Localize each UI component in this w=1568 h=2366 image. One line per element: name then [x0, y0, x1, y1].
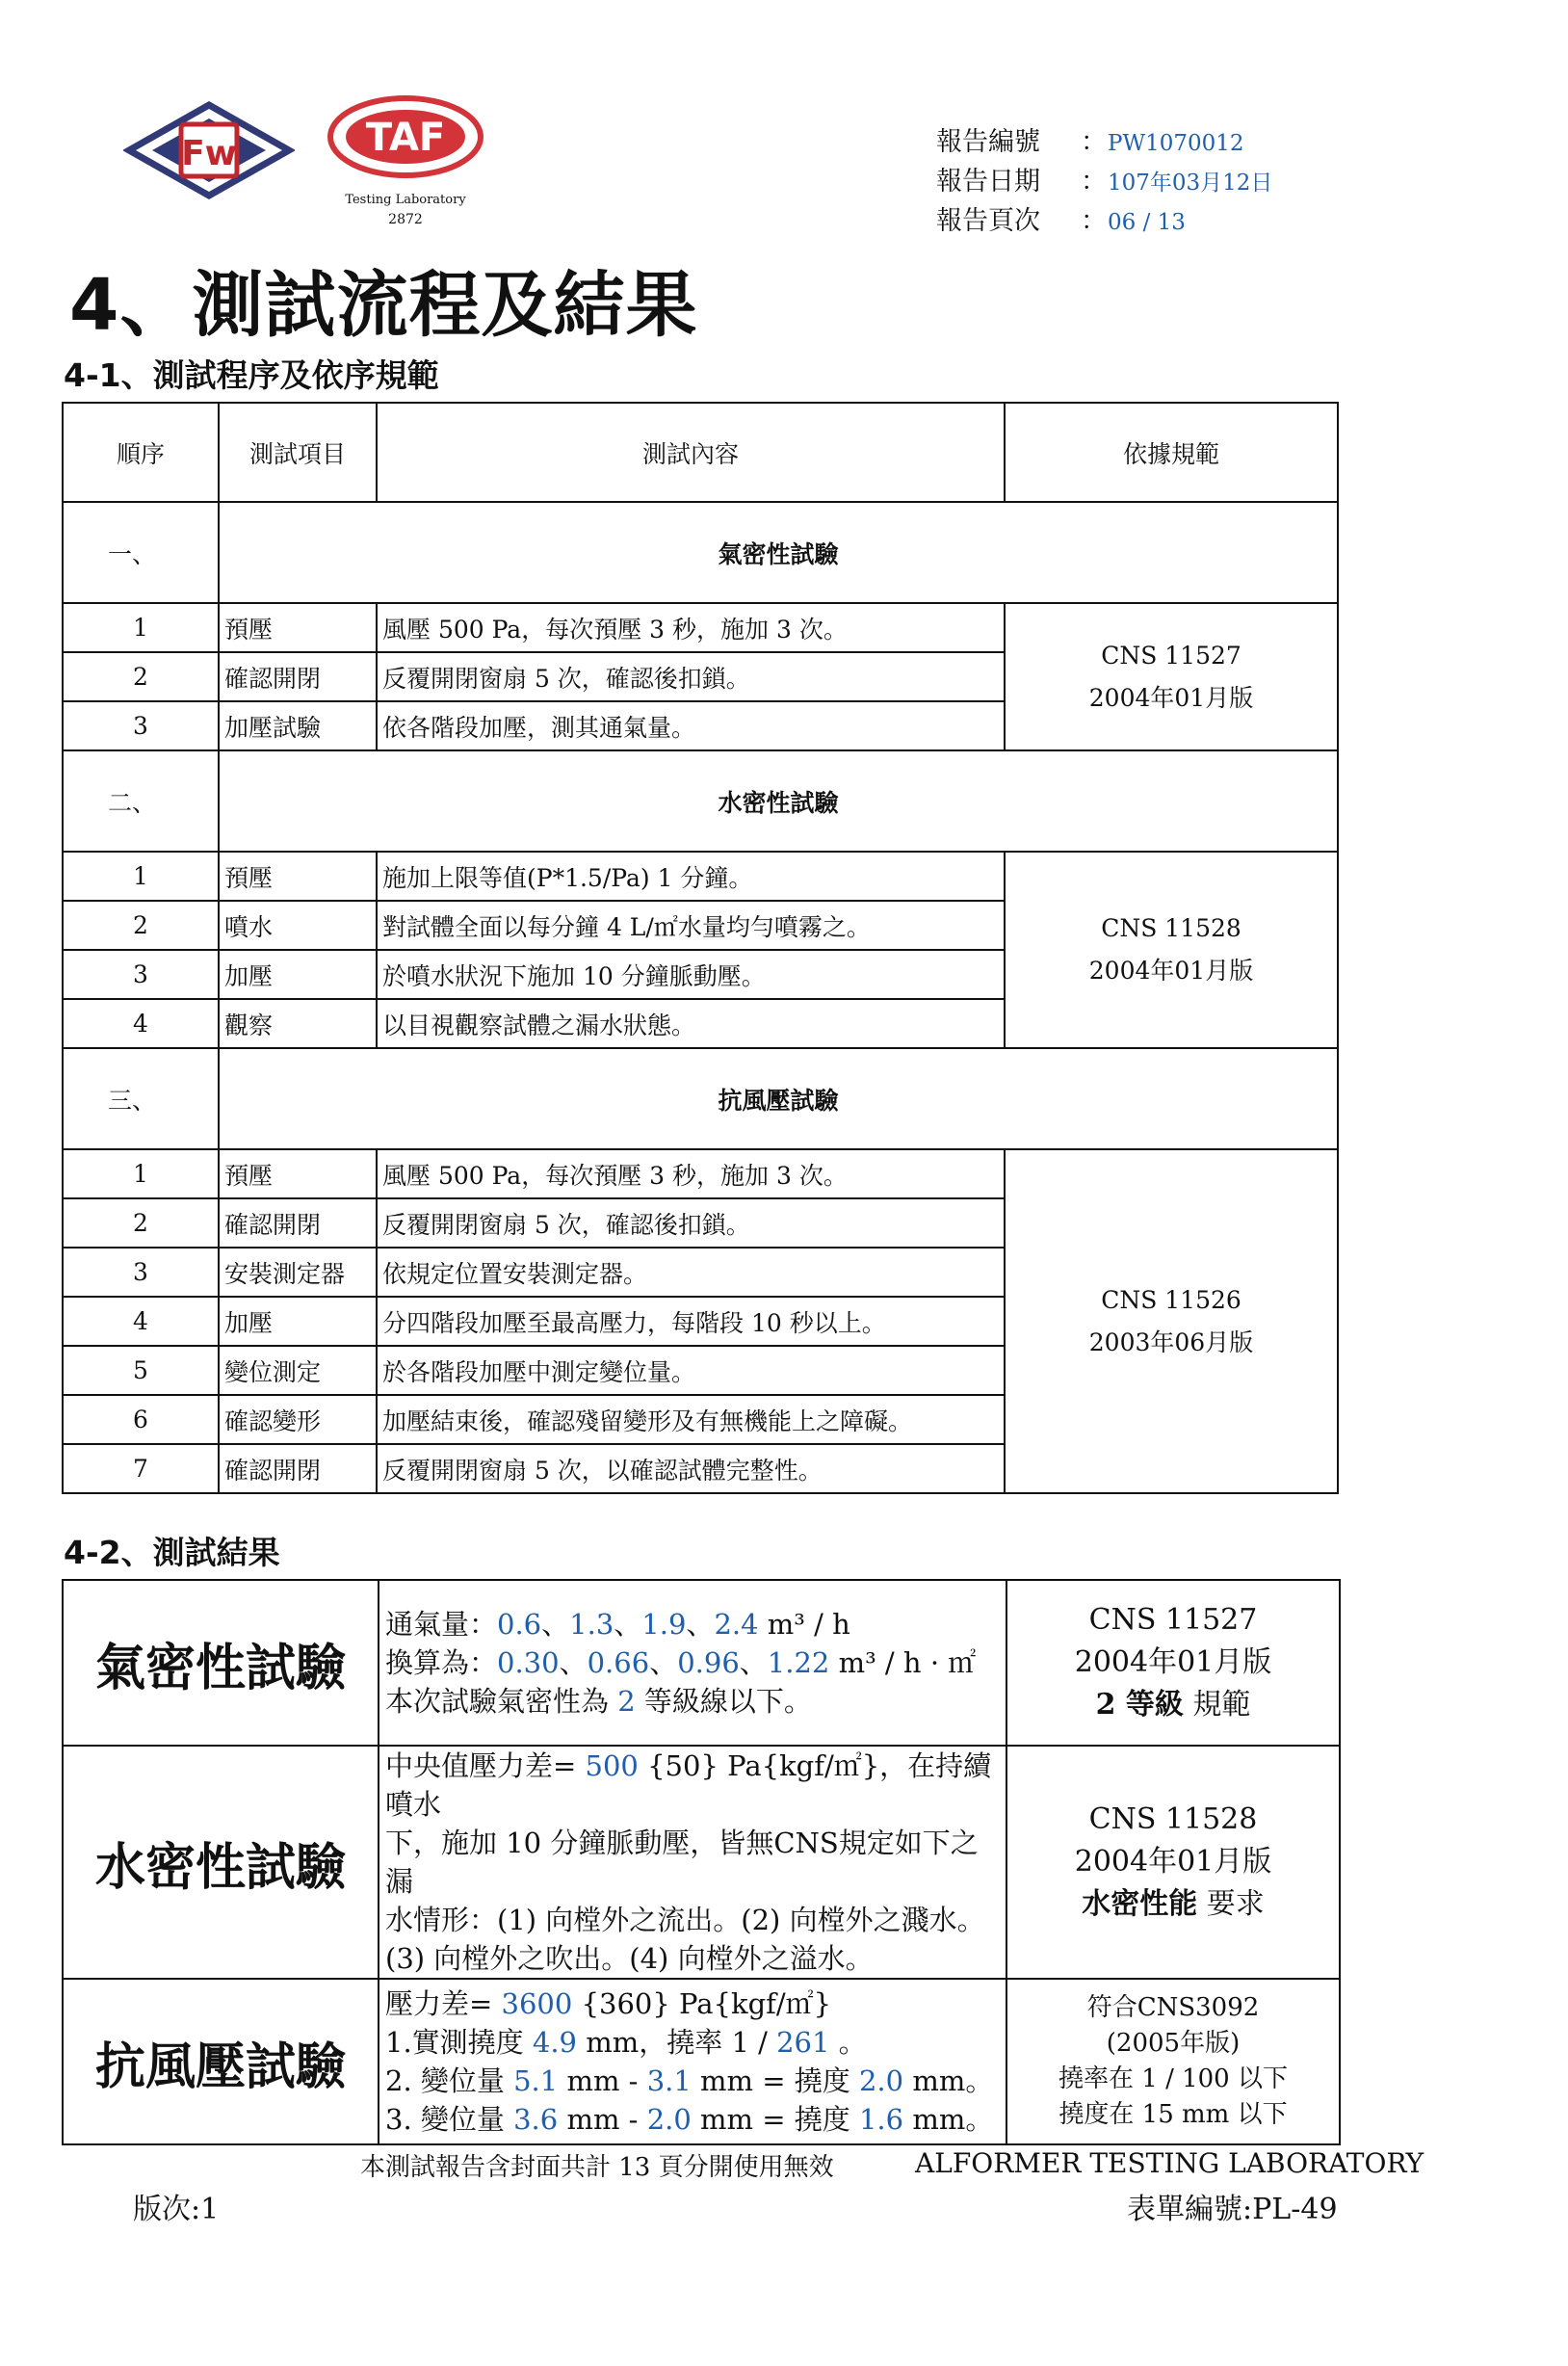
group-title: 抗風壓試驗	[219, 1048, 1338, 1149]
line-mid: mm = 撓度	[691, 2064, 859, 2097]
report-date: 107年03月12日	[1108, 171, 1273, 196]
separator: 、	[559, 1646, 588, 1679]
deflection-line	[385, 2023, 1006, 2062]
line-prefix: 中央值壓力差=	[385, 1749, 586, 1782]
line-suffix: 。	[829, 2026, 867, 2059]
pressure-value: 500	[585, 1749, 639, 1782]
col-header-spec: 依據規範	[1005, 403, 1338, 502]
result-name: 氣密性試驗	[63, 1580, 379, 1746]
group-title: 氣密性試驗	[219, 502, 1338, 603]
row-content: 反覆開閉窗扇 5 次，以確認試體完整性。	[377, 1444, 1005, 1493]
conv-value: 0.66	[587, 1646, 650, 1679]
report-date-label: 報告日期	[936, 167, 1040, 197]
value: 2.0	[646, 2103, 692, 2136]
spec-grade-line	[1007, 1684, 1339, 1726]
result-spec	[1006, 1979, 1340, 2144]
taf-logo	[324, 92, 487, 237]
pressure-line	[385, 1747, 1006, 1824]
spec-line: 符合CNS3092	[1086, 1993, 1260, 2022]
group-spec	[1005, 603, 1338, 750]
value: 1.6	[858, 2103, 904, 2136]
report-date-row	[936, 163, 1272, 202]
taf-emblem	[324, 92, 487, 189]
report-page-label: 報告頁次	[936, 206, 1040, 236]
spec-date: 2004年01月版	[1074, 1645, 1272, 1679]
colon: ：	[1081, 206, 1107, 236]
row-number: 3	[63, 950, 219, 999]
report-meta	[936, 123, 1272, 242]
value: 5.1	[513, 2064, 559, 2097]
spec-date: 2003年06月版	[1088, 1328, 1254, 1356]
conv-value: 0.96	[677, 1646, 740, 1679]
pressure-value: 3600	[501, 1987, 573, 2020]
logo-fw-text: Fw	[181, 134, 237, 173]
spec-date: 2004年01月版	[1088, 683, 1254, 712]
section1-title: 4-1、測試程序及依序規範	[64, 356, 439, 394]
grade-line	[385, 1682, 1006, 1721]
group-number: 三、	[63, 1048, 219, 1149]
flow-line	[385, 1605, 1006, 1643]
row-number: 6	[63, 1395, 219, 1444]
row-item: 加壓	[219, 950, 377, 999]
footer-note: 本測試報告含封面共計 13 頁分開使用無效	[360, 2153, 834, 2182]
spec-code: CNS 11527	[1088, 1603, 1258, 1637]
separator: 、	[614, 1608, 642, 1641]
row-content: 加壓結束後，確認殘留變形及有無機能上之障礙。	[377, 1395, 1005, 1444]
description-line: 水情形：(1) 向樘外之流出。(2) 向樘外之濺水。	[385, 1904, 985, 1936]
conv-value: 0.30	[497, 1646, 560, 1679]
row-number: 2	[63, 901, 219, 950]
spec-requirement-line	[1007, 1883, 1339, 1926]
row-item: 預壓	[219, 852, 377, 901]
report-no-row	[936, 123, 1272, 163]
flow-value: 2.4	[714, 1608, 759, 1641]
row-content: 於噴水狀況下施加 10 分鐘脈動壓。	[377, 950, 1005, 999]
row-item: 觀察	[219, 999, 377, 1048]
group-spec	[1005, 1149, 1338, 1493]
row-content: 施加上限等值(P*1.5/Pa) 1 分鐘。	[377, 852, 1005, 901]
spec-code: CNS 11528	[1101, 914, 1241, 942]
report-no-label: 報告編號	[936, 127, 1040, 157]
section2-title: 4-2、測試結果	[64, 1534, 280, 1571]
taf-number: 2872	[388, 212, 423, 227]
ratio-value: 261	[776, 2026, 830, 2059]
line-prefix: 壓力差=	[385, 1987, 502, 2020]
group-header-row	[63, 502, 1338, 603]
result-spec	[1006, 1746, 1340, 1979]
row-number: 3	[63, 701, 219, 750]
grade-prefix: 本次試驗氣密性為	[385, 1685, 618, 1718]
spec-grade: 2 等級	[1095, 1688, 1184, 1722]
spec-suffix: 規範	[1183, 1688, 1251, 1722]
conv-unit: m³ / h · ㎡	[829, 1646, 977, 1679]
row-item: 預壓	[219, 603, 377, 652]
row-content: 以目視觀察試體之漏水狀態。	[377, 999, 1005, 1048]
footer-form-number: 表單編號:PL-49	[1127, 2193, 1338, 2226]
flow-unit: m³ / h	[758, 1608, 850, 1641]
group-number: 二、	[63, 750, 219, 852]
description-line: 下，施加 10 分鐘脈動壓，皆無CNS規定如下之漏	[385, 1827, 979, 1898]
row-item: 確認開閉	[219, 1444, 377, 1493]
conv-line	[385, 1643, 1006, 1682]
result-row-airtight	[63, 1580, 1340, 1746]
taf-text: TAF	[365, 116, 446, 160]
value: 3.1	[646, 2064, 692, 2097]
table-header-row	[63, 403, 1338, 502]
separator: 、	[686, 1608, 715, 1641]
row-number: 7	[63, 1444, 219, 1493]
row-content: 反覆開閉窗扇 5 次，確認後扣鎖。	[377, 1198, 1005, 1248]
separator: 、	[649, 1646, 678, 1679]
displacement-line	[385, 2062, 1006, 2100]
group-spec	[1005, 852, 1338, 1048]
row-item: 變位測定	[219, 1346, 377, 1395]
line-mid: mm -	[558, 2064, 647, 2097]
spec-code: CNS 11526	[1101, 1285, 1241, 1314]
result-name: 水密性試驗	[63, 1746, 379, 1979]
line-suffix: Pa{kgf/㎡}	[669, 1987, 832, 2020]
result-row-wind	[63, 1979, 1340, 2144]
row-item: 加壓試驗	[219, 701, 377, 750]
description-line: (3) 向樘外之吹出。(4) 向樘外之溢水。	[385, 1942, 874, 1975]
row-item: 預壓	[219, 1149, 377, 1198]
row-content: 反覆開閉窗扇 5 次，確認後扣鎖。	[377, 652, 1005, 701]
report-page: 06 / 13	[1108, 210, 1186, 235]
procedure-table	[62, 402, 1339, 1494]
flow-value: 1.3	[569, 1608, 614, 1641]
conv-label: 換算為：	[385, 1646, 498, 1679]
group-number: 一、	[63, 502, 219, 603]
line-mid: mm = 撓度	[691, 2103, 859, 2136]
spec-code: CNS 11527	[1101, 641, 1241, 670]
row-content: 風壓 500 Pa，每次預壓 3 秒，施加 3 次。	[377, 1149, 1005, 1198]
result-content	[379, 1979, 1006, 2144]
row-number: 1	[63, 1149, 219, 1198]
result-row-watertight	[63, 1746, 1340, 1979]
table-row	[63, 1149, 1338, 1198]
pressure-kgf: {50}	[647, 1749, 719, 1782]
grade-suffix: 等級線以下。	[635, 1685, 812, 1718]
spec-code: CNS 11528	[1088, 1802, 1258, 1836]
table-row	[63, 852, 1338, 901]
line-prefix: 1.實測撓度	[385, 2026, 533, 2059]
row-number: 2	[63, 1198, 219, 1248]
table-row	[63, 603, 1338, 652]
result-content	[379, 1580, 1006, 1746]
value: 2.0	[858, 2064, 904, 2097]
flow-value: 0.6	[497, 1608, 542, 1641]
report-no: PW1070012	[1108, 131, 1244, 156]
row-item: 確認變形	[219, 1395, 377, 1444]
group-header-row	[63, 750, 1338, 852]
taf-subtitle: Testing Laboratory	[345, 193, 466, 207]
flow-label: 通氣量：	[385, 1608, 498, 1641]
row-number: 4	[63, 999, 219, 1048]
row-number: 2	[63, 652, 219, 701]
result-content	[379, 1746, 1006, 1979]
row-number: 5	[63, 1346, 219, 1395]
company-logo-fw	[123, 101, 295, 199]
row-number: 4	[63, 1297, 219, 1346]
displacement-line	[385, 2100, 1006, 2139]
spec-suffix: 要求	[1197, 1887, 1265, 1921]
col-header-content: 測試內容	[377, 403, 1005, 502]
line-prefix: 3. 變位量	[385, 2103, 514, 2136]
spec-line: (2005年版)	[1106, 2029, 1241, 2058]
line-mid: mm，撓率 1 /	[577, 2026, 777, 2059]
row-content: 分四階段加壓至最高壓力，每階段 10 秒以上。	[377, 1297, 1005, 1346]
pressure-kgf: {360}	[581, 1987, 670, 2020]
row-number: 1	[63, 852, 219, 901]
row-content: 風壓 500 Pa，每次預壓 3 秒，施加 3 次。	[377, 603, 1005, 652]
footer-lab-name: ALFORMER TESTING LABORATORY	[915, 2147, 1424, 2179]
separator: 、	[739, 1646, 768, 1679]
spec-bold: 水密性能	[1082, 1887, 1198, 1921]
row-item: 噴水	[219, 901, 377, 950]
row-item: 確認開閉	[219, 1198, 377, 1248]
row-item: 安裝測定器	[219, 1248, 377, 1297]
spec-date: 2004年01月版	[1074, 1845, 1272, 1879]
col-header-item: 測試項目	[219, 403, 377, 502]
line-suffix: Pa{kgf/㎡}，在持續噴水	[385, 1749, 992, 1821]
footer-version: 版次:1	[133, 2193, 220, 2226]
grade-value: 2	[617, 1685, 636, 1718]
row-content: 依各階段加壓，測其通氣量。	[377, 701, 1005, 750]
row-number: 3	[63, 1248, 219, 1297]
flow-value: 1.9	[641, 1608, 687, 1641]
report-page-row	[936, 202, 1272, 242]
deflection-value: 4.9	[532, 2026, 578, 2059]
result-spec	[1006, 1580, 1340, 1746]
colon: ：	[1081, 167, 1107, 197]
line-prefix: 2. 變位量	[385, 2064, 514, 2097]
colon: ：	[1081, 127, 1107, 157]
group-title: 水密性試驗	[219, 750, 1338, 852]
spec-line: 撓率在 1 / 100 以下	[1058, 2064, 1288, 2093]
row-item: 確認開閉	[219, 652, 377, 701]
row-content: 於各階段加壓中測定變位量。	[377, 1346, 1005, 1395]
results-table	[62, 1579, 1341, 2145]
spec-date: 2004年01月版	[1088, 957, 1254, 985]
spec-line: 撓度在 15 mm 以下	[1058, 2100, 1288, 2129]
line-mid: mm -	[558, 2103, 647, 2136]
page-title: 4、測試流程及結果	[69, 264, 698, 347]
line-suffix: mm。	[903, 2103, 994, 2136]
group-header-row	[63, 1048, 1338, 1149]
row-content: 對試體全面以每分鐘 4 L/㎡水量均勻噴霧之。	[377, 901, 1005, 950]
value: 3.6	[513, 2103, 559, 2136]
result-name: 抗風壓試驗	[63, 1979, 379, 2144]
separator: 、	[541, 1608, 570, 1641]
row-number: 1	[63, 603, 219, 652]
row-content: 依規定位置安裝測定器。	[377, 1248, 1005, 1297]
conv-value: 1.22	[767, 1646, 830, 1679]
line-suffix: mm。	[903, 2064, 994, 2097]
row-item: 加壓	[219, 1297, 377, 1346]
pressure-line	[385, 1985, 1006, 2023]
col-header-order: 順序	[63, 403, 219, 502]
